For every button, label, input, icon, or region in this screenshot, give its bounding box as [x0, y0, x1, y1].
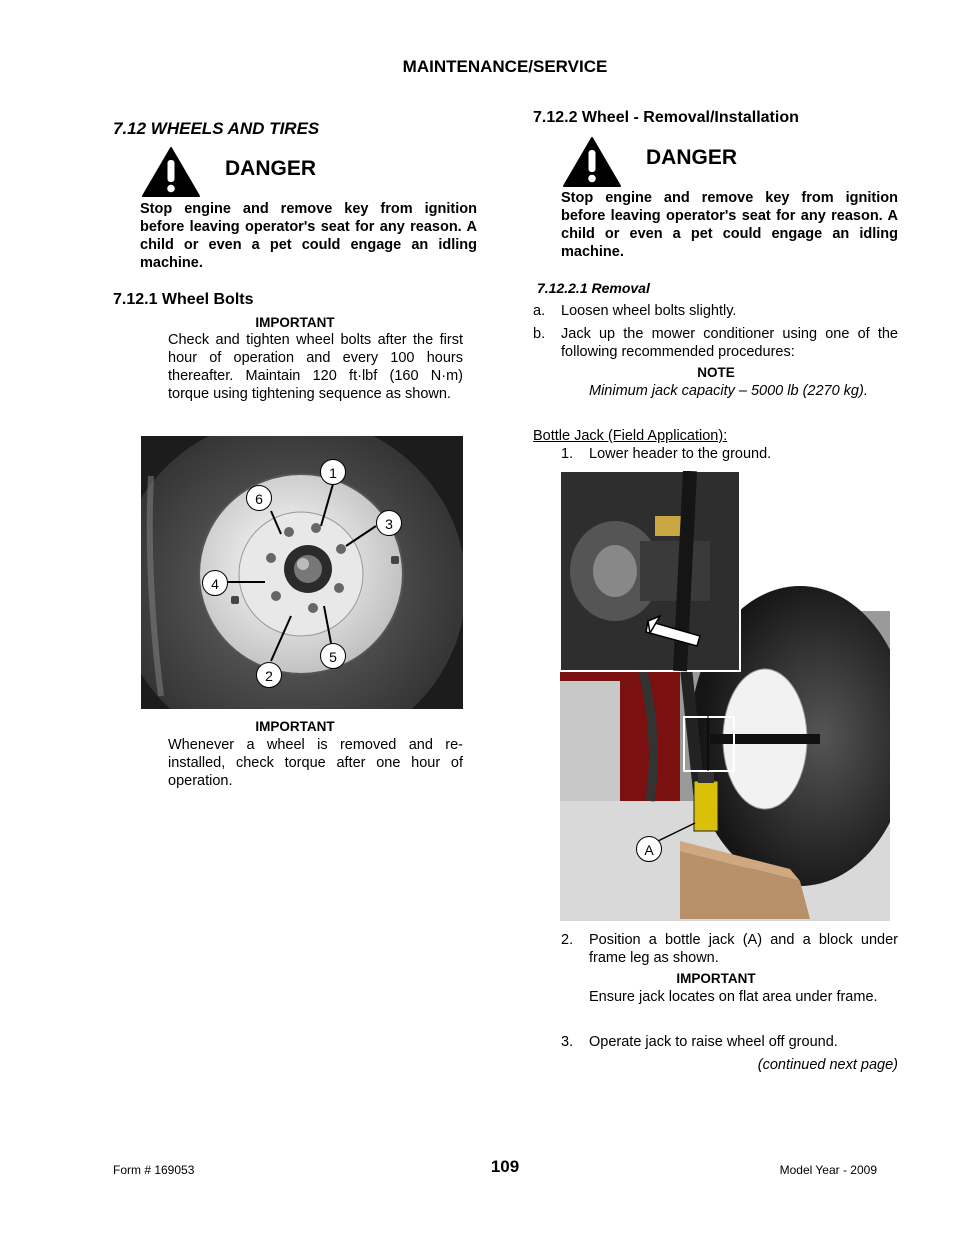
subsubsection-title: 7.12.2.1 Removal: [537, 280, 650, 296]
danger-text: Stop engine and remove key from ignition before leaving operator's seat for any reason. A child or even a pet could engage an idling machine.: [140, 201, 477, 271]
step-3-text: Operate jack to raise wheel off ground.: [589, 1034, 838, 1050]
bottle-jack-photo: [560, 471, 890, 921]
callout-2: 2: [256, 662, 282, 688]
step-1-marker: 1.: [561, 446, 574, 462]
wheel-bolts-photo: [141, 436, 463, 709]
important-label-2: IMPORTANT: [255, 719, 335, 734]
important-label: IMPORTANT: [255, 315, 335, 330]
step-a-marker: a.: [533, 303, 546, 319]
callout-a: A: [636, 836, 662, 862]
callout-3: 3: [376, 510, 402, 536]
step-b-text: Jack up the mower conditioner using one of the following recommended procedures:: [561, 326, 898, 360]
form-number: Form # 169053: [113, 1163, 195, 1177]
step-b-marker: b.: [533, 326, 546, 342]
callout-5: 5: [320, 643, 346, 669]
important-text-2: Whenever a wheel is removed and re-installed, check torque after one hour of operation.: [168, 737, 463, 789]
subsection-title: 7.12.1 Wheel Bolts: [113, 291, 254, 308]
page-header: MAINTENANCE/SERVICE: [402, 57, 608, 76]
danger-text-right: Stop engine and remove key from ignition before leaving operator's seat for any reason. A child or even a pet could engage an idling machine.: [561, 190, 898, 260]
model-year: Model Year - 2009: [779, 1163, 877, 1177]
bottle-jack-heading: Bottle Jack (Field Application):: [533, 428, 728, 444]
warning-triangle-icon: [141, 146, 201, 198]
important-text: Check and tighten wheel bolts after the first hour of operation and every 100 hours thereafter. Maintain 120 ft·lbf (160 N·m) torque using tightening sequence as shown.: [168, 332, 463, 402]
continued-note: (continued next page): [757, 1057, 898, 1073]
callout-4: 4: [202, 570, 228, 596]
danger-label-right: DANGER: [646, 146, 738, 169]
step-1-text: Lower header to the ground.: [589, 446, 772, 462]
warning-triangle-icon: [562, 136, 622, 188]
callout-1: 1: [320, 459, 346, 485]
step-2-marker: 2.: [561, 932, 574, 948]
step-3-marker: 3.: [561, 1034, 574, 1050]
note-label: NOTE: [697, 365, 735, 380]
step-2-text: Position a bottle jack (A) and a block under frame leg as shown.: [589, 932, 898, 966]
important-text-right: Ensure jack locates on flat area under frame.: [589, 989, 878, 1005]
step-a-text: Loosen wheel bolts slightly.: [561, 303, 737, 319]
important-label-right: IMPORTANT: [676, 971, 756, 986]
page-number: 109: [490, 1157, 520, 1176]
section-title: 7.12 WHEELS AND TIRES: [113, 119, 320, 138]
callout-6: 6: [246, 485, 272, 511]
danger-label: DANGER: [225, 157, 317, 180]
note-text: Minimum jack capacity – 5000 lb (2270 kg).: [589, 383, 868, 399]
subsection-title-right: 7.12.2 Wheel - Removal/Installation: [533, 109, 799, 126]
